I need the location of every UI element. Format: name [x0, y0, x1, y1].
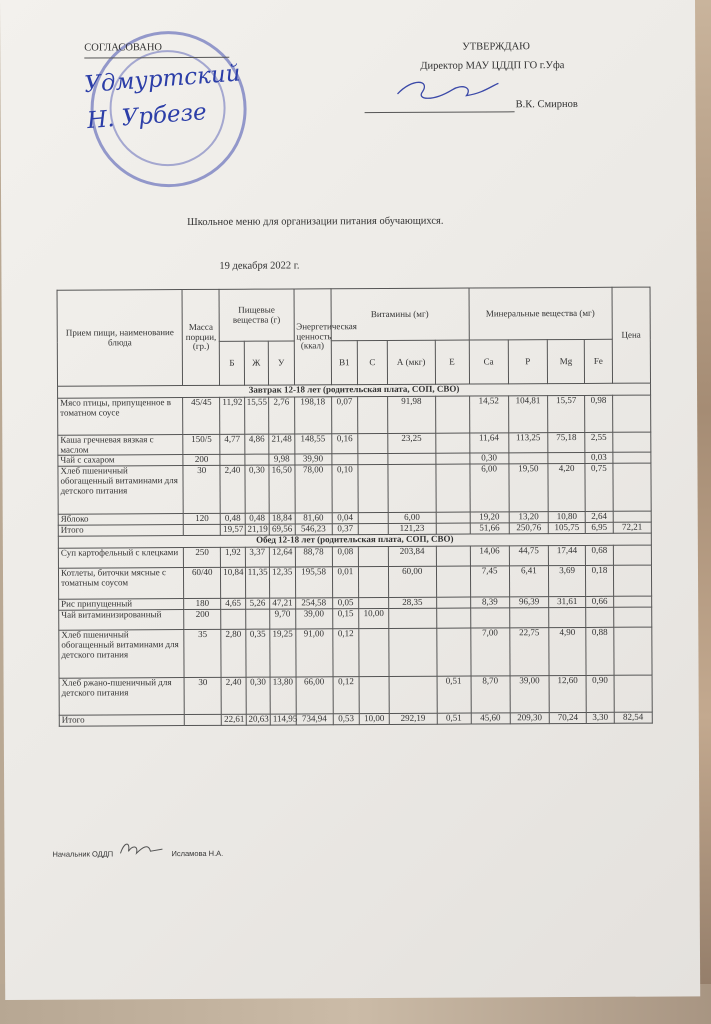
cell-fe: 0,88 [586, 628, 614, 676]
cell-p [509, 453, 548, 464]
header-b1: B1 [331, 341, 358, 385]
cell-a: 23,25 [388, 433, 436, 454]
cell-c [358, 465, 388, 513]
cell-b [220, 455, 244, 466]
cell-fe: 2,55 [585, 432, 613, 453]
cell-mass: 200 [183, 455, 220, 466]
cell-b: 4,65 [221, 599, 245, 610]
cell-name: Суп картофельный с клецками [58, 548, 183, 569]
cell-zh: 0,35 [245, 630, 270, 678]
header-energy: Энергетическая ценность (ккал) [294, 289, 332, 385]
cell-name: Каша гречневая вязкая с маслом [58, 435, 183, 456]
cell-price [613, 546, 651, 566]
cell-b: 19,57 [221, 525, 245, 536]
cell-e [435, 453, 469, 464]
cell-u: 13,80 [270, 677, 296, 714]
header-price: Цена [612, 287, 651, 383]
cell-mass: 150/5 [183, 434, 220, 455]
header-a: А (мкг) [387, 340, 435, 384]
cell-ca: 6,00 [469, 464, 509, 512]
cell-a: 121,23 [388, 524, 436, 535]
cell-mg: 75,18 [548, 432, 585, 453]
header-minerals: Минеральные вещества (мг) [469, 287, 612, 340]
cell-zh: 4,86 [244, 434, 268, 455]
cell-ca [470, 608, 509, 628]
header-mass: Масса порции, (гр.) [182, 289, 220, 385]
cell-price [614, 628, 653, 676]
cell-energy: 195,58 [295, 567, 332, 598]
header-mg: Mg [547, 339, 584, 383]
cell-b1: 0,08 [332, 547, 359, 567]
cell-u: 12,35 [270, 567, 296, 598]
cell-b: 4,77 [220, 434, 244, 455]
cell-p: 6,41 [509, 566, 548, 597]
cell-name: Хлеб ржано-пшеничный для детского питания [59, 678, 184, 716]
header-u: У [268, 341, 294, 385]
cell-mass: 30 [183, 466, 220, 514]
cell-b: 10,84 [221, 568, 246, 599]
table-row [58, 395, 651, 435]
cell-price [613, 597, 651, 608]
cell-mass: 30 [184, 678, 221, 715]
cell-mg: 17,44 [548, 546, 585, 566]
cell-p: 250,76 [509, 523, 548, 534]
cell-p: 44,75 [509, 546, 548, 566]
cell-name: Мясо птицы, припущенное в томатном соусе [58, 398, 183, 436]
cell-p [509, 608, 548, 628]
cell-e [436, 566, 470, 597]
cell-b: 11,92 [220, 397, 245, 434]
cell-p: 104,81 [508, 396, 547, 433]
cell-price [613, 512, 651, 523]
cell-a: 6,00 [388, 513, 436, 524]
cell-p: 113,25 [509, 433, 548, 454]
cell-name: Чай с сахаром [58, 455, 183, 467]
cell-ca: 51,66 [470, 523, 509, 534]
cell-price: 82,54 [614, 713, 652, 724]
table-row [59, 676, 652, 716]
cell-zh [245, 455, 269, 466]
cell-energy: 91,00 [295, 629, 332, 677]
cell-ca: 0,30 [469, 453, 508, 464]
footer-position: Начальник ОДДП [52, 849, 114, 859]
cell-p: 96,39 [509, 597, 548, 608]
cell-zh: 0,48 [245, 514, 269, 525]
cell-a [389, 609, 437, 629]
cell-e: 0,51 [437, 713, 471, 724]
approval-right-position: Директор МАУ ЦДДП ГО г.Уфа [420, 60, 565, 72]
menu-table [57, 287, 653, 728]
cell-fe: 0,66 [586, 597, 614, 608]
cell-e [436, 608, 470, 628]
cell-u: 12,64 [269, 547, 295, 567]
cell-ca: 45,60 [471, 713, 510, 724]
section-title: Обед 12-18 лет (родительская плата, СОП, СВО) [58, 534, 651, 549]
cell-c [358, 396, 388, 433]
cell-zh: 0,30 [245, 466, 270, 514]
cell-u: 21,48 [269, 434, 295, 455]
cell-energy: 78,00 [294, 465, 331, 513]
cell-zh [245, 610, 269, 630]
approval-right-name: В.К. Смирнов [515, 98, 578, 111]
cell-price: 72,21 [613, 523, 651, 534]
cell-fe: 3,30 [586, 713, 614, 724]
header-nutrients: Пищевые вещества (г) [219, 289, 294, 341]
cell-price [613, 566, 651, 597]
cell-e: 0,51 [437, 676, 471, 713]
cell-c [359, 677, 389, 714]
cell-mass: 250 [184, 548, 221, 568]
cell-zh: 0,30 [246, 678, 271, 715]
cell-c: 10,00 [359, 609, 389, 629]
director-signature-icon [392, 75, 502, 106]
cell-a [388, 465, 436, 513]
cell-c [358, 454, 388, 465]
cell-ca: 7,45 [470, 566, 509, 597]
cell-u: 16,50 [269, 465, 295, 513]
cell-c [359, 629, 389, 677]
cell-fe: 0,98 [585, 395, 613, 432]
cell-mass: 35 [184, 630, 221, 678]
cell-ca: 14,06 [470, 546, 509, 566]
cell-b1: 0,10 [332, 465, 359, 513]
cell-e [436, 512, 470, 523]
cell-ca: 8,39 [470, 597, 509, 608]
cell-mg [549, 608, 586, 628]
cell-fe: 2,64 [585, 512, 613, 523]
cell-ca: 14,52 [469, 396, 508, 433]
cell-name: Яблоко [58, 514, 183, 526]
cell-c [358, 524, 388, 535]
cell-mg: 15,57 [548, 395, 585, 432]
cell-p: 13,20 [509, 512, 548, 523]
cell-b: 1,92 [221, 548, 245, 568]
document-date: 19 декабря 2022 г. [219, 260, 300, 272]
cell-c [358, 513, 388, 524]
cell-mg: 70,24 [549, 713, 586, 724]
cell-energy: 546,23 [295, 524, 332, 535]
table-row [58, 464, 651, 515]
cell-b1: 0,01 [332, 567, 359, 598]
cell-name: Итого [58, 525, 183, 537]
cell-mg: 10,80 [548, 512, 585, 523]
cell-name: Котлеты, биточки мясные с томатным соусом [58, 568, 183, 600]
menu-table-body [58, 383, 653, 727]
cell-fe: 0,75 [585, 464, 613, 512]
header-ca: Ca [469, 340, 508, 384]
cell-b: 22,61 [222, 715, 246, 726]
header-p: P [508, 340, 547, 384]
cell-c: 10,00 [359, 714, 389, 725]
cell-b1: 0,15 [332, 609, 359, 629]
cell-price [613, 608, 651, 628]
cell-u: 114,95 [270, 714, 296, 725]
table-row [58, 566, 651, 600]
cell-e [436, 546, 470, 566]
cell-mg: 4,20 [548, 464, 585, 512]
cell-name: Рис припущенный [59, 599, 184, 611]
cell-price [612, 395, 650, 432]
cell-name: Чай витаминизированный [59, 610, 184, 631]
cell-zh: 15,55 [244, 397, 269, 434]
cell-c [359, 547, 389, 567]
header-vitamins: Витамины (мг) [331, 288, 469, 341]
cell-b1 [332, 454, 359, 465]
cell-b: 2,80 [221, 630, 246, 678]
cell-e [435, 433, 469, 454]
cell-mass [184, 715, 221, 726]
total-row [59, 713, 652, 727]
cell-mass: 180 [184, 599, 221, 610]
cell-a [389, 677, 437, 714]
cell-name: Итого [59, 715, 184, 727]
approval-right-title: УТВЕРЖДАЮ [462, 41, 530, 53]
cell-price [614, 676, 652, 713]
cell-ca: 7,00 [470, 628, 510, 676]
cell-fe: 6,95 [585, 523, 613, 534]
cell-a: 91,98 [387, 396, 435, 433]
cell-b: 2,40 [221, 678, 246, 715]
table-row [59, 628, 652, 679]
cell-energy: 66,00 [296, 677, 333, 714]
cell-e [435, 396, 469, 433]
cell-mg [548, 453, 585, 464]
cell-u: 2,76 [269, 397, 295, 434]
cell-u: 9,70 [270, 609, 296, 629]
cell-u: 19,25 [270, 629, 296, 677]
cell-u: 69,56 [269, 524, 295, 535]
cell-u: 9,98 [269, 454, 295, 465]
cell-fe: 0,18 [586, 566, 614, 597]
cell-b1: 0,12 [332, 629, 359, 677]
cell-name: Хлеб пшеничный обогащенный витаминами для детского питания [59, 630, 184, 679]
cell-zh: 11,35 [245, 568, 270, 599]
cell-mg: 4,90 [549, 628, 586, 676]
cell-a: 292,19 [389, 714, 437, 725]
cell-energy: 39,00 [295, 609, 332, 629]
cell-c [359, 567, 389, 598]
cell-fe: 0,90 [586, 676, 614, 713]
cell-mass: 200 [184, 610, 221, 630]
header-dish: Прием пищи, наименование блюда [57, 290, 183, 387]
footer-signature-icon [116, 837, 166, 859]
section-title: Завтрак 12-18 лет (родительская плата, СОП, СВО) [58, 383, 651, 398]
cell-b1: 0,12 [333, 677, 360, 714]
cell-mg: 105,75 [548, 523, 585, 534]
cell-fe: 0,03 [585, 453, 613, 464]
cell-p: 22,75 [510, 628, 550, 676]
document-title: Школьное меню для организации питания обучающихся. [187, 215, 444, 229]
cell-b1: 0,16 [331, 434, 358, 455]
cell-e [436, 523, 470, 534]
cell-mass: 60/40 [184, 568, 221, 599]
cell-price [613, 432, 651, 453]
cell-zh: 5,26 [245, 599, 269, 610]
cell-zh: 21,19 [245, 525, 269, 536]
cell-zh: 3,37 [245, 548, 269, 568]
cell-c [359, 598, 389, 609]
cell-u: 18,84 [269, 513, 295, 524]
footer-name: Исламова Н.А. [171, 848, 224, 859]
cell-b [221, 610, 245, 630]
cell-a: 28,35 [388, 598, 436, 609]
cell-mg: 12,60 [549, 676, 586, 713]
cell-mass: 120 [183, 514, 220, 525]
cell-ca: 11,64 [469, 433, 508, 454]
cell-name: Хлеб пшеничный обогащенный витаминами для детского питания [58, 466, 183, 515]
cell-zh: 20,63 [246, 715, 270, 726]
header-e: Е [435, 340, 469, 384]
header-c: С [357, 340, 387, 384]
header-fe: Fe [584, 339, 612, 383]
header-b: Б [220, 341, 245, 385]
approval-left-title: СОГЛАСОВАНО [84, 42, 163, 54]
cell-mass: 45/45 [183, 397, 220, 434]
cell-mg: 31,61 [549, 597, 586, 608]
cell-a: 60,00 [388, 567, 436, 598]
cell-b1: 0,37 [332, 524, 359, 535]
cell-p: 39,00 [510, 676, 549, 713]
cell-energy: 198,18 [294, 397, 331, 434]
cell-fe: 0,68 [586, 546, 614, 566]
cell-energy: 254,58 [295, 598, 332, 609]
cell-ca: 8,70 [471, 676, 510, 713]
cell-e [436, 464, 470, 512]
cell-p: 209,30 [510, 713, 549, 724]
cell-a [389, 629, 437, 677]
cell-mass [183, 525, 220, 536]
cell-energy: 734,94 [296, 714, 333, 725]
cell-p: 19,50 [509, 464, 549, 512]
cell-a: 203,84 [388, 547, 436, 567]
cell-energy: 39,90 [294, 454, 331, 465]
cell-b1: 0,05 [332, 598, 359, 609]
cell-u: 47,21 [270, 598, 296, 609]
cell-b: 0,48 [220, 514, 244, 525]
cell-price [613, 453, 651, 464]
cell-ca: 19,20 [470, 512, 509, 523]
handwritten-signature-left: Удмуртский Н. Урбезе [83, 60, 242, 135]
cell-fe [586, 608, 614, 628]
cell-energy: 88,78 [295, 547, 332, 567]
cell-b1: 0,53 [333, 714, 360, 725]
cell-energy: 81,60 [295, 513, 332, 524]
cell-c [358, 433, 388, 454]
header-zh: Ж [244, 341, 269, 385]
cell-b1: 0,04 [332, 513, 359, 524]
cell-b: 2,40 [220, 466, 245, 514]
cell-mg: 3,69 [549, 566, 586, 597]
cell-b1: 0,07 [331, 397, 358, 434]
cell-energy: 148,55 [294, 434, 331, 455]
cell-a [388, 454, 436, 465]
cell-e [436, 597, 470, 608]
cell-e [436, 628, 470, 676]
cell-price [613, 464, 652, 512]
